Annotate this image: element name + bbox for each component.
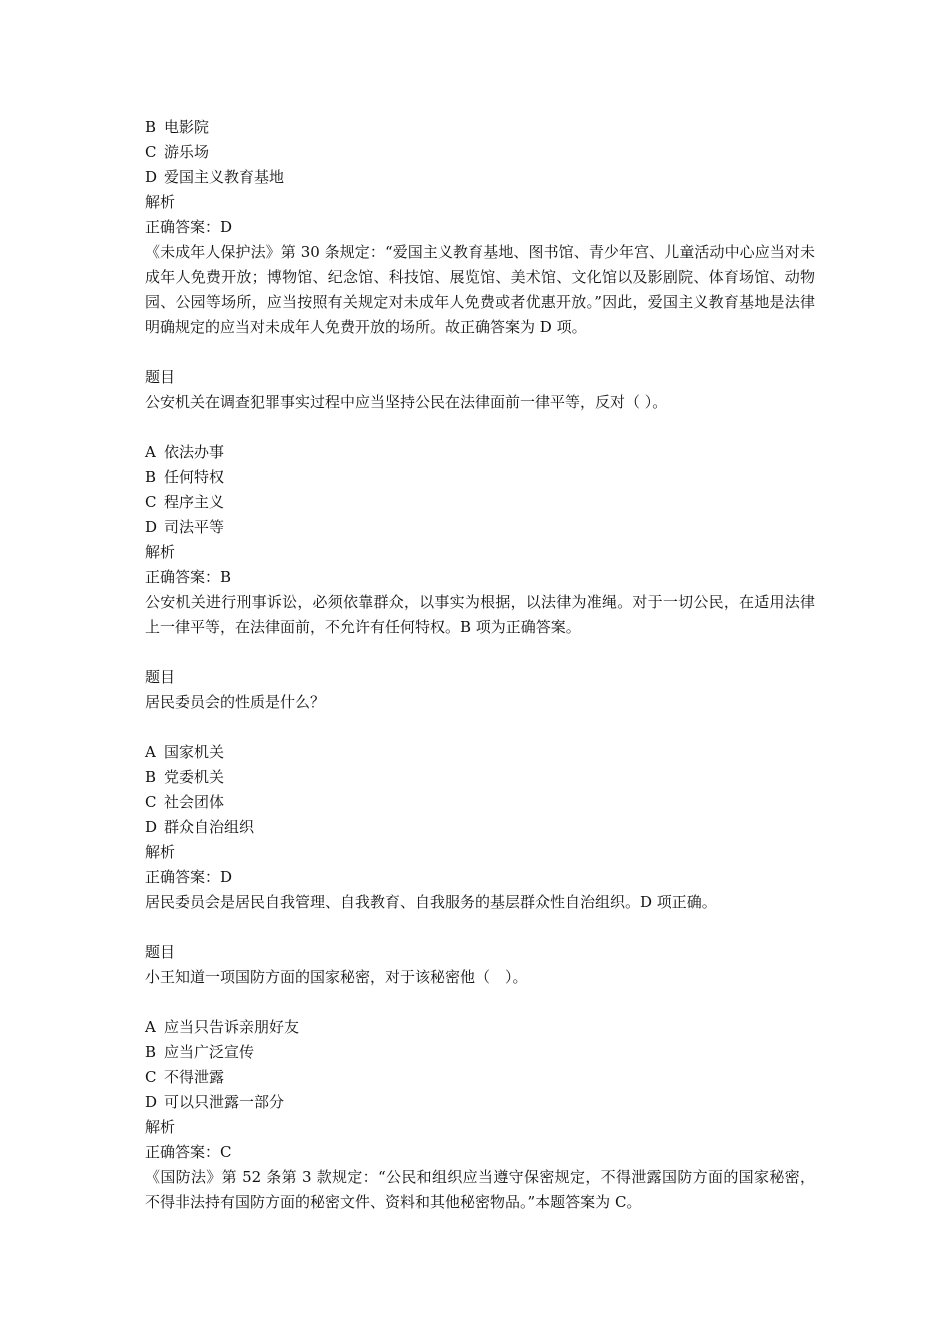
option-text: 可以只泄露一部分 bbox=[164, 1093, 285, 1111]
option-text: 国家机关 bbox=[164, 743, 225, 761]
question-block bbox=[145, 665, 815, 915]
analysis-label: 解析 bbox=[145, 543, 176, 561]
option-text: 任何特权 bbox=[164, 468, 225, 486]
spacer bbox=[145, 715, 815, 740]
option-a bbox=[145, 1015, 815, 1040]
option-text: 依法办事 bbox=[164, 443, 225, 461]
explanation: 《未成年人保护法》第 30 条规定：“爱国主义教育基地、图书馆、青少年宫、儿童活动中心应当对未成年人免费开放；博物馆、纪念馆、科技馆、展览馆、美术馆、文化馆以及影剧院、体育场馆、动物园、公园等场所，应当按照有关规定对未成年人免费或者优惠开放。”因此，爱国主义教育基地是法律明确规定的应当对未成年人免费开放的场所。故正确答案为 D 项。 bbox=[145, 243, 815, 336]
option-letter: C bbox=[145, 493, 157, 511]
option-letter: C bbox=[145, 1068, 157, 1086]
option-text: 党委机关 bbox=[164, 768, 225, 786]
option-letter: A bbox=[145, 1018, 156, 1036]
correct-answer: 正确答案：C bbox=[145, 1143, 232, 1161]
option-text: 电影院 bbox=[164, 118, 210, 136]
option-letter: D bbox=[145, 518, 158, 536]
spacer bbox=[145, 640, 815, 665]
option-text: 爱国主义教育基地 bbox=[164, 168, 285, 186]
explanation: 居民委员会是居民自我管理、自我教育、自我服务的基层群众性自治组织。D 项正确。 bbox=[145, 893, 717, 911]
question-heading: 题目 bbox=[145, 368, 176, 386]
spacer bbox=[145, 340, 815, 365]
option-text: 应当只告诉亲朋好友 bbox=[164, 1018, 300, 1036]
question-heading: 题目 bbox=[145, 668, 176, 686]
option-letter: C bbox=[145, 793, 157, 811]
option-letter: D bbox=[145, 818, 158, 836]
option-letter: D bbox=[145, 168, 158, 186]
spacer bbox=[145, 915, 815, 940]
option-text: 应当广泛宣传 bbox=[164, 1043, 255, 1061]
question-block bbox=[145, 365, 815, 640]
option-text: 群众自治组织 bbox=[164, 818, 255, 836]
option-b bbox=[145, 765, 815, 790]
document-page bbox=[145, 115, 815, 1215]
option-text: 不得泄露 bbox=[164, 1068, 225, 1086]
option-letter: B bbox=[145, 118, 157, 136]
option-a bbox=[145, 740, 815, 765]
analysis-label: 解析 bbox=[145, 1118, 176, 1136]
question-block bbox=[145, 940, 815, 1215]
option-letter: A bbox=[145, 443, 156, 461]
option-text: 程序主义 bbox=[164, 493, 225, 511]
option-letter: A bbox=[145, 743, 156, 761]
option-d bbox=[145, 815, 815, 840]
question-text: 居民委员会的性质是什么？ bbox=[145, 693, 326, 711]
option-b bbox=[145, 465, 815, 490]
question-text: 公安机关在调查犯罪事实过程中应当坚持公民在法律面前一律平等，反对（ ）。 bbox=[145, 393, 668, 411]
correct-answer: 正确答案：D bbox=[145, 218, 233, 236]
spacer bbox=[145, 415, 815, 440]
option-text: 社会团体 bbox=[164, 793, 225, 811]
option-letter: B bbox=[145, 468, 157, 486]
option-c bbox=[145, 490, 815, 515]
option-letter: B bbox=[145, 768, 157, 786]
question-heading: 题目 bbox=[145, 943, 176, 961]
option-c bbox=[145, 140, 815, 165]
option-d bbox=[145, 515, 815, 540]
option-c bbox=[145, 790, 815, 815]
option-letter: C bbox=[145, 143, 157, 161]
explanation: 《国防法》第 52 条第 3 款规定：“公民和组织应当遵守保密规定，不得泄露国防方面的国家秘密，不得非法持有国防方面的秘密文件、资料和其他秘密物品。”本题答案为 C。 bbox=[145, 1168, 815, 1211]
spacer bbox=[145, 990, 815, 1015]
correct-answer: 正确答案：B bbox=[145, 568, 232, 586]
option-b bbox=[145, 1040, 815, 1065]
correct-answer: 正确答案：D bbox=[145, 868, 233, 886]
option-letter: D bbox=[145, 1093, 158, 1111]
option-letter: B bbox=[145, 1043, 157, 1061]
option-b bbox=[145, 115, 815, 140]
option-d bbox=[145, 1090, 815, 1115]
explanation: 公安机关进行刑事诉讼，必须依靠群众，以事实为根据，以法律为准绳。对于一切公民，在适用法律上一律平等，在法律面前，不允许有任何特权。B 项为正确答案。 bbox=[145, 593, 815, 636]
option-c bbox=[145, 1065, 815, 1090]
option-a bbox=[145, 440, 815, 465]
question-continuation bbox=[145, 115, 815, 340]
analysis-label: 解析 bbox=[145, 843, 176, 861]
option-d bbox=[145, 165, 815, 190]
question-text: 小王知道一项国防方面的国家秘密，对于该秘密他（ ）。 bbox=[145, 968, 528, 986]
option-text: 司法平等 bbox=[164, 518, 225, 536]
option-text: 游乐场 bbox=[164, 143, 210, 161]
analysis-label: 解析 bbox=[145, 193, 176, 211]
